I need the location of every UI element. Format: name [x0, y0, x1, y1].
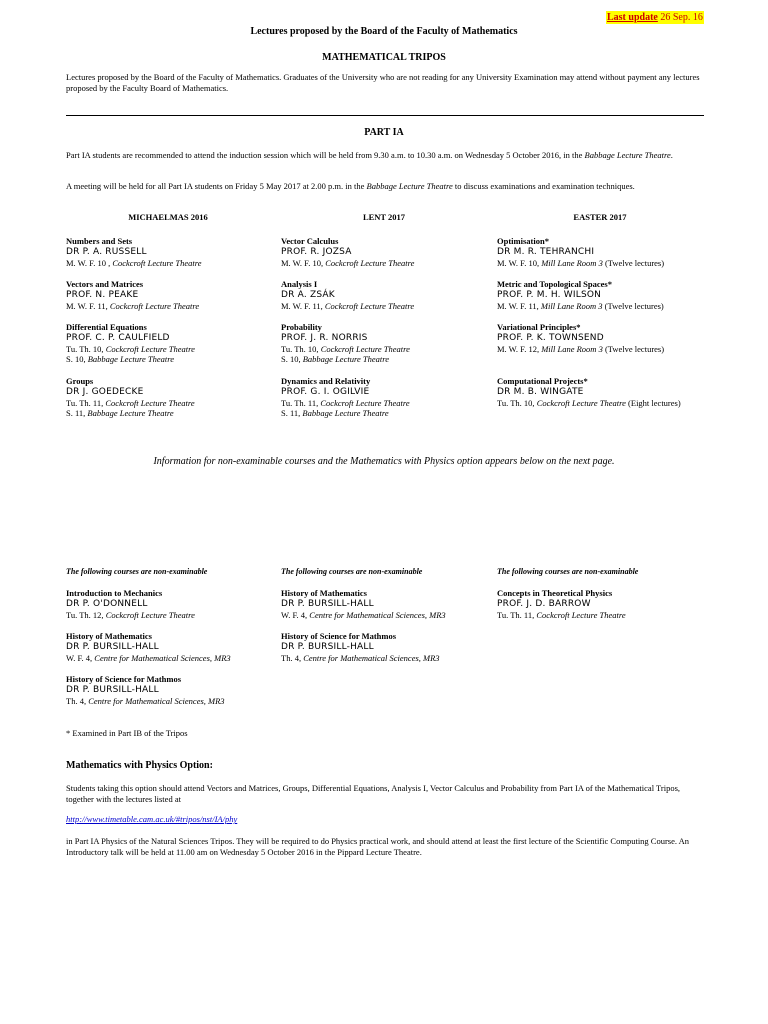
mphys-paragraph-2: in Part IA Physics of the Natural Sciences Tripos. They will be required to do Physics practical work, and should attend at least the first lecture of the Scientific Computing Course. An Introductory talk will be held at 11.00 am on Wednesday 5 October 2016 in the Pippard Lecture Theatre. [66, 836, 690, 857]
induction-paragraph [66, 150, 706, 161]
course-time: Th. 4, Centre for Mathematical Sciences, MR3 [281, 652, 440, 663]
course-title: Dynamics and Relativity [281, 376, 371, 386]
course-entry [281, 588, 501, 620]
course-entry [281, 376, 501, 419]
course-title: Optimisation* [497, 236, 549, 246]
course-title: Introduction to Mechanics [66, 588, 163, 598]
last-update-label: Last update [607, 12, 658, 23]
course-time-2: S. 11, Babbage Lecture Theatre [66, 408, 174, 418]
course-lecturer: PROF. R. JOZSA [281, 246, 352, 257]
course-entry [66, 631, 286, 663]
course-title: History of Mathematics [281, 588, 367, 598]
mphys-paragraph-1: Students taking this option should attend Vectors and Matrices, Groups, Differential Equations, Analysis I, Vector Calculus and Probability from Part IA of the Mathematical Tripos, together with the lectures listed at [66, 783, 681, 804]
course-lecturer: PROF. P. K. TOWNSEND [497, 332, 604, 343]
course-entry [281, 236, 501, 268]
last-update-date: 26 Sep. 16 [660, 12, 703, 23]
course-title: Probability [281, 322, 322, 332]
course-lecturer: PROF. J. D. BARROW [497, 598, 591, 609]
course-time: W. F. 4, Centre for Mathematical Sciences, MR3 [66, 652, 231, 663]
course-entry [66, 588, 286, 620]
course-entry [66, 279, 286, 311]
term-lent: LENT 2017 [362, 212, 406, 222]
course-time: W. F. 4, Centre for Mathematical Sciences, MR3 [281, 609, 446, 620]
course-lecturer: DR J. GOEDECKE [66, 386, 144, 397]
course-entry [497, 322, 712, 354]
nonexam-heading: The following courses are non-examinable [66, 567, 208, 576]
course-title: Numbers and Sets [66, 236, 133, 246]
course-title: Concepts in Theoretical Physics [497, 588, 613, 598]
page-subtitle: MATHEMATICAL TRIPOS [322, 52, 446, 63]
part-title: PART IA [364, 127, 404, 138]
course-lecturer: PROF. C. P. CAULFIELD [66, 332, 170, 343]
footnote: * Examined in Part IB of the Tripos [66, 728, 188, 738]
course-lecturer: PROF. J. R. NORRIS [281, 332, 368, 343]
course-entry [66, 322, 286, 365]
meeting-text: A meeting will be held for all Part IA students on Friday 5 May 2017 at 2.00 p.m. in the [66, 181, 367, 191]
intro-paragraph: Lectures proposed by the Board of the Faculty of Mathematics. Graduates of the University who are not reading for any University Examination may attend without payment any lectures proposed by the Faculty Board of Mathematics. [66, 72, 700, 93]
course-time: M. W. F. 10, Cockcroft Lecture Theatre [281, 257, 415, 268]
course-title: Differential Equations [66, 322, 147, 332]
course-time: M. W. F. 11, Mill Lane Room 3 (Twelve lectures) [497, 300, 664, 311]
course-time: M. W. F. 11, Cockcroft Lecture Theatre [66, 300, 200, 311]
course-lecturer: DR M. B. WINGATE [497, 386, 584, 397]
course-entry [281, 279, 501, 311]
course-entry [281, 631, 501, 663]
course-entry [66, 236, 286, 268]
course-title: History of Science for Mathmos [281, 631, 397, 641]
course-time-2: S. 11, Babbage Lecture Theatre [281, 408, 389, 418]
course-title: Variational Principles* [497, 322, 581, 332]
course-title: History of Science for Mathmos [66, 674, 182, 684]
course-time: Tu. Th. 10, Cockcroft Lecture Theatre (Eight lectures) [497, 397, 681, 408]
course-title: History of Mathematics [66, 631, 152, 641]
divider [66, 115, 704, 116]
last-update-badge [606, 11, 704, 24]
course-entry [497, 279, 712, 311]
course-time: Tu. Th. 12, Cockcroft Lecture Theatre [66, 609, 195, 620]
course-title: Vectors and Matrices [66, 279, 144, 289]
course-entry [281, 322, 501, 365]
info-note: Information for non-examinable courses and the Mathematics with Physics option appears below on the next page. [153, 456, 615, 467]
page-title: Lectures proposed by the Board of the Faculty of Mathematics [250, 26, 518, 37]
course-time: Tu. Th. 11, Cockcroft Lecture Theatre [281, 397, 410, 408]
meeting-paragraph [66, 181, 706, 192]
course-time: Tu. Th. 11, Cockcroft Lecture Theatre [497, 609, 626, 620]
induction-end: . [670, 150, 673, 160]
mphys-title: Mathematics with Physics Option: [66, 760, 213, 771]
course-lecturer: DR P. A. RUSSELL [66, 246, 147, 257]
course-entry [66, 376, 286, 419]
term-easter: EASTER 2017 [573, 212, 627, 222]
course-lecturer: DR P. BURSILL-HALL [66, 641, 159, 652]
course-time-2: S. 10, Babbage Lecture Theatre [281, 354, 389, 364]
course-entry [497, 236, 712, 268]
course-entry [497, 376, 712, 408]
course-entry [497, 588, 712, 620]
course-lecturer: PROF. G. I. OGILVIE [281, 386, 370, 397]
course-time-2: S. 10, Babbage Lecture Theatre [66, 354, 174, 364]
course-title: Computational Projects* [497, 376, 588, 386]
course-lecturer: DR P. BURSILL-HALL [281, 641, 374, 652]
course-title: Groups [66, 376, 94, 386]
meeting-end: to discuss examinations and examination techniques. [452, 181, 635, 191]
course-lecturer: DR P. O'DONNELL [66, 598, 148, 609]
course-lecturer: PROF. P. M. H. WILSON [497, 289, 602, 300]
course-lecturer: DR P. BURSILL-HALL [66, 684, 159, 695]
course-lecturer: DR M. R. TEHRANCHI [497, 246, 595, 257]
course-title: Metric and Topological Spaces* [497, 279, 612, 289]
induction-venue: Babbage Lecture Theatre [584, 150, 671, 160]
nonexam-heading: The following courses are non-examinable [497, 567, 639, 576]
term-michaelmas: MICHAELMAS 2016 [128, 212, 208, 222]
course-time: Tu. Th. 10, Cockcroft Lecture Theatre [281, 343, 410, 354]
induction-text: Part IA students are recommended to attend the induction session which will be held from 9.30 a.m. to 10.30 a.m. on Wednesday 5 October 2016, in the [66, 150, 585, 160]
nonexam-heading: The following courses are non-examinable [281, 567, 423, 576]
timetable-link[interactable]: http://www.timetable.cam.ac.uk/#tripos/nst/IA/phy [66, 814, 238, 824]
course-time: Tu. Th. 11, Cockcroft Lecture Theatre [66, 397, 195, 408]
course-title: Vector Calculus [281, 236, 339, 246]
meeting-venue: Babbage Lecture Theatre [366, 181, 453, 191]
course-lecturer: DR P. BURSILL-HALL [281, 598, 374, 609]
course-lecturer: DR A. ZSÁK [281, 289, 335, 300]
course-time: Th. 4, Centre for Mathematical Sciences, MR3 [66, 695, 225, 706]
course-entry [66, 674, 286, 706]
course-title: Analysis I [281, 279, 318, 289]
course-lecturer: PROF. N. PEAKE [66, 289, 139, 300]
course-time: M. W. F. 11, Cockcroft Lecture Theatre [281, 300, 415, 311]
course-time: M. W. F. 10 , Cockcroft Lecture Theatre [66, 257, 202, 268]
course-time: M. W. F. 12, Mill Lane Room 3 (Twelve lectures) [497, 343, 665, 354]
course-time: Tu. Th. 10, Cockcroft Lecture Theatre [66, 343, 195, 354]
course-time: M. W. F. 10, Mill Lane Room 3 (Twelve lectures) [497, 257, 665, 268]
